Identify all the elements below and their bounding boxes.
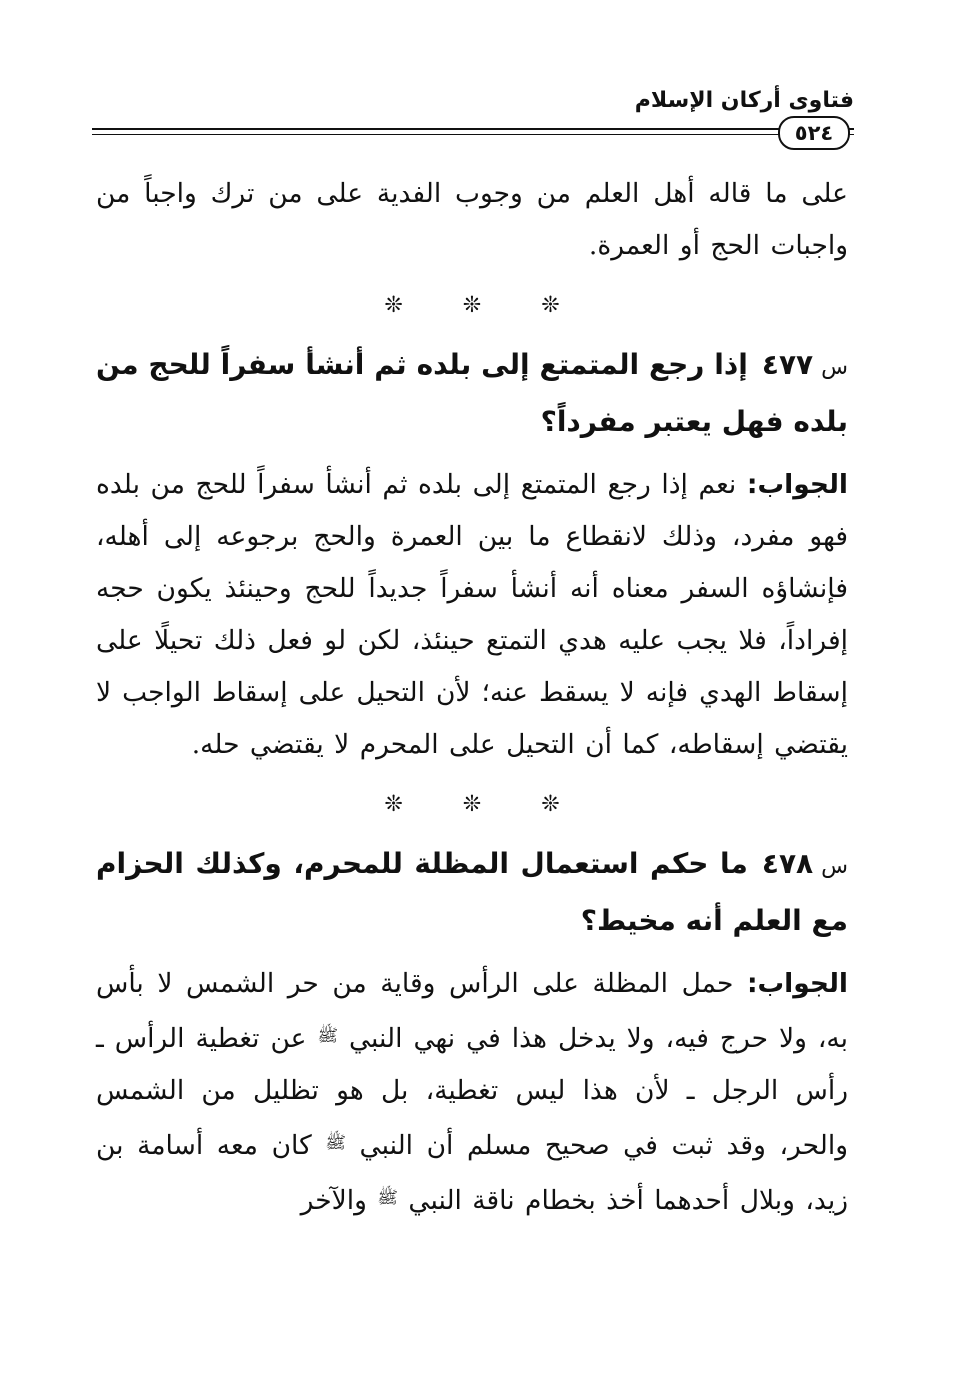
answer-478 (96, 958, 848, 1227)
answer-label: الجواب: (746, 469, 848, 500)
answer-text: نعم إذا رجع المتمتع إلى بلده ثم أنشأ سفراً للحج من بلده فهو مفرد، وذلك لانقطاع ما بين العمرة والحج برجوعه إلى أهله، فإنشاؤه السفر معناه أنه أنشأ سفراً جديداً للحج وحينئذ يكون حجه إفراداً، فلا يجب عليه هدي التمتع حينئذ، لكن لو فعل ذلك تحيلًا على إسقاط الهدي فإنه لا يسقط عنه؛ لأن التحيل على إسقاط الواجب لا يقتضي إسقاطه، كما أن التحيل على المحرم لا يقتضي حله. (96, 469, 848, 760)
question-text: إذا رجع المتمتع إلى بلده ثم أنشأ سفراً للحج من بلده فهل يعتبر مفرداً؟ (96, 348, 848, 438)
page-number: ٥٢٤ (794, 121, 834, 145)
section-separator (96, 272, 848, 338)
question-text: ما حكم استعمال المظلة للمحرم، وكذلك الحزام مع العلم أنه مخيط؟ (96, 847, 848, 937)
header-rule-thin (92, 134, 854, 135)
question-478 (96, 837, 848, 948)
page-content (96, 168, 848, 1227)
answer-label: الجواب: (746, 968, 848, 999)
answer-text-part-1: حمل المظلة على الرأس وقاية من حر الشمس لا بأس به، ولا حرج فيه، ولا يدخل هذا في نهي النبي (96, 968, 848, 1054)
question-mark-symbol: س (821, 854, 848, 879)
continued-paragraph: على ما قاله أهل العلم من وجوب الفدية على من ترك واجباً من واجبات الحج أو العمرة. (96, 178, 848, 261)
question-477 (96, 338, 848, 449)
header-rule-thick (92, 128, 854, 130)
question-mark-symbol: س (821, 355, 848, 380)
answer-text-part-3: كان معه أسامة بن زيد، وبلال أحدهما أخذ بخطام ناقة النبي (96, 1130, 848, 1216)
page-number-badge (778, 116, 850, 150)
answer-text-part-4: والآخر (300, 1185, 367, 1216)
separator-star: ❊ (462, 292, 482, 318)
separator-star: ❊ (384, 791, 403, 817)
separator-star: ❊ (462, 791, 482, 817)
pbuh-glyph: ﷺ (325, 1133, 346, 1153)
page-header (92, 88, 854, 158)
question-number: ٤٧٨ (761, 847, 814, 880)
pbuh-glyph: ﷺ (317, 1026, 338, 1046)
separator-star: ❊ (384, 292, 403, 318)
pbuh-glyph: ﷺ (377, 1188, 398, 1208)
question-number: ٤٧٧ (761, 348, 814, 381)
separator-star: ❊ (541, 791, 560, 817)
separator-star: ❊ (541, 292, 560, 318)
answer-477 (96, 459, 848, 771)
answer-text-part-2: عن تغطية الرأس ـ رأس الرجل ـ لأن هذا ليس تغطية، بل هو تظليل من الشمس والحر، وقد ثبت في صحيح مسلم أن النبي (96, 1023, 848, 1161)
section-separator (96, 771, 848, 837)
running-title: فتاوى أركان الإسلام (634, 88, 854, 113)
